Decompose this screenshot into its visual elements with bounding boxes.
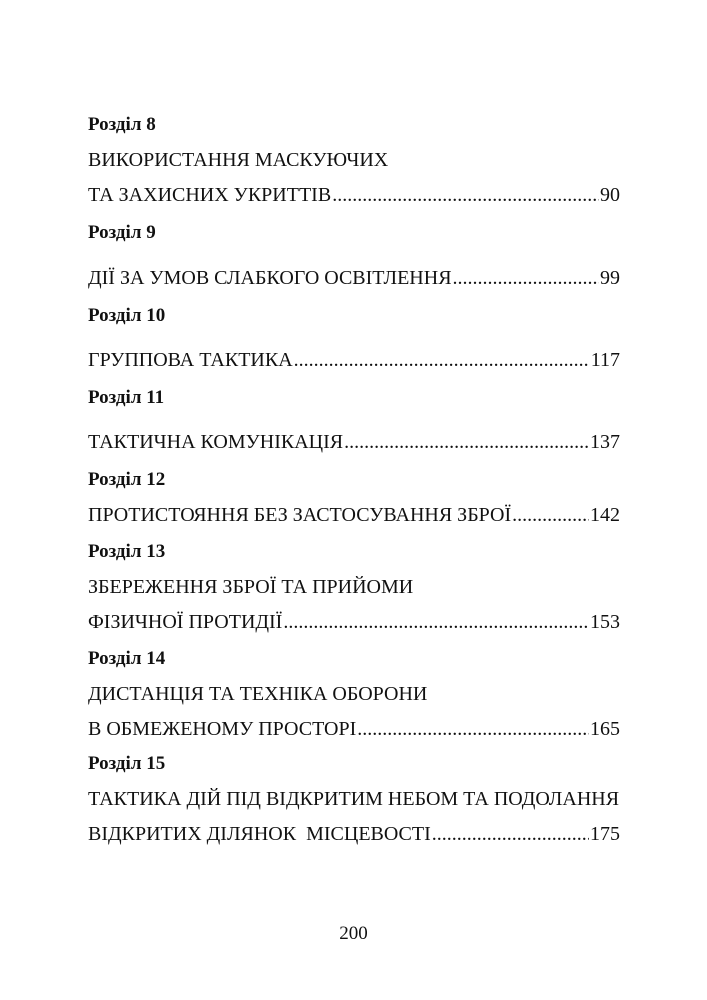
toc-entry [88,822,620,846]
toc-entry [88,430,620,454]
page-number: 200 [339,923,368,944]
toc-title-line: В ОБМЕЖЕНОМУ ПРОСТОРІ [88,718,357,740]
toc-entry [88,183,620,207]
dot-leader [357,717,589,741]
section-heading: Розділ 13 [88,541,166,562]
section-heading: Розділ 11 [88,387,165,408]
toc-entry [88,717,620,741]
toc-title-line: ПРОТИСТОЯННЯ БЕЗ ЗАСТОСУВАННЯ ЗБРОЇ [88,504,512,526]
dot-leader [332,183,599,207]
dot-leader [294,348,590,372]
toc-title-line: ДИСТАНЦІЯ ТА ТЕХНІКА ОБОРОНИ [88,683,428,705]
section-heading: Розділ 8 [88,114,156,135]
toc-title-line: ГРУППОВА ТАКТИКА [88,349,293,371]
toc-title-line: ВИКОРИСТАННЯ МАСКУЮЧИХ [88,149,389,171]
toc-page-number: 90 [600,184,620,206]
toc-page-number: 117 [590,349,620,371]
toc-entry [88,348,620,372]
toc-title-line: ФІЗИЧНОЇ ПРОТИДІЇ [88,611,283,633]
section-heading: Розділ 10 [88,305,166,326]
toc-page-number: 153 [590,611,620,633]
toc-title-line: ТАКТИКА ДІЙ ПІД ВІДКРИТИМ НЕБОМ ТА ПОДОЛАННЯ [88,788,620,810]
toc-title-line: ДІЇ ЗА УМОВ СЛАБКОГО ОСВІТЛЕННЯ [88,267,452,289]
toc-entry [88,266,620,290]
section-heading: Розділ 14 [88,648,166,669]
toc-title-line: ТАКТИЧНА КОМУНІКАЦІЯ [88,431,344,453]
dot-leader [512,503,589,527]
dot-leader [432,822,589,846]
toc-page-number: 142 [590,504,620,526]
section-heading: Розділ 15 [88,753,166,774]
dot-leader [344,430,589,454]
toc-page-number: 175 [590,823,620,845]
toc-page-number: 165 [590,718,620,740]
toc-page-number: 99 [600,267,620,289]
dot-leader [283,610,589,634]
toc-page-number: 137 [590,431,620,453]
toc-title-line: ТА ЗАХИСНИХ УКРИТТІВ [88,184,332,206]
toc-entry [88,610,620,634]
toc-title-line: ВІДКРИТИХ ДІЛЯНОК МІСЦЕВОСТІ [88,823,431,845]
section-heading: Розділ 9 [88,222,156,243]
section-heading: Розділ 12 [88,469,166,490]
toc-entry [88,503,620,527]
dot-leader [453,266,599,290]
toc-title-line: ЗБЕРЕЖЕННЯ ЗБРОЇ ТА ПРИЙОМИ [88,576,414,598]
